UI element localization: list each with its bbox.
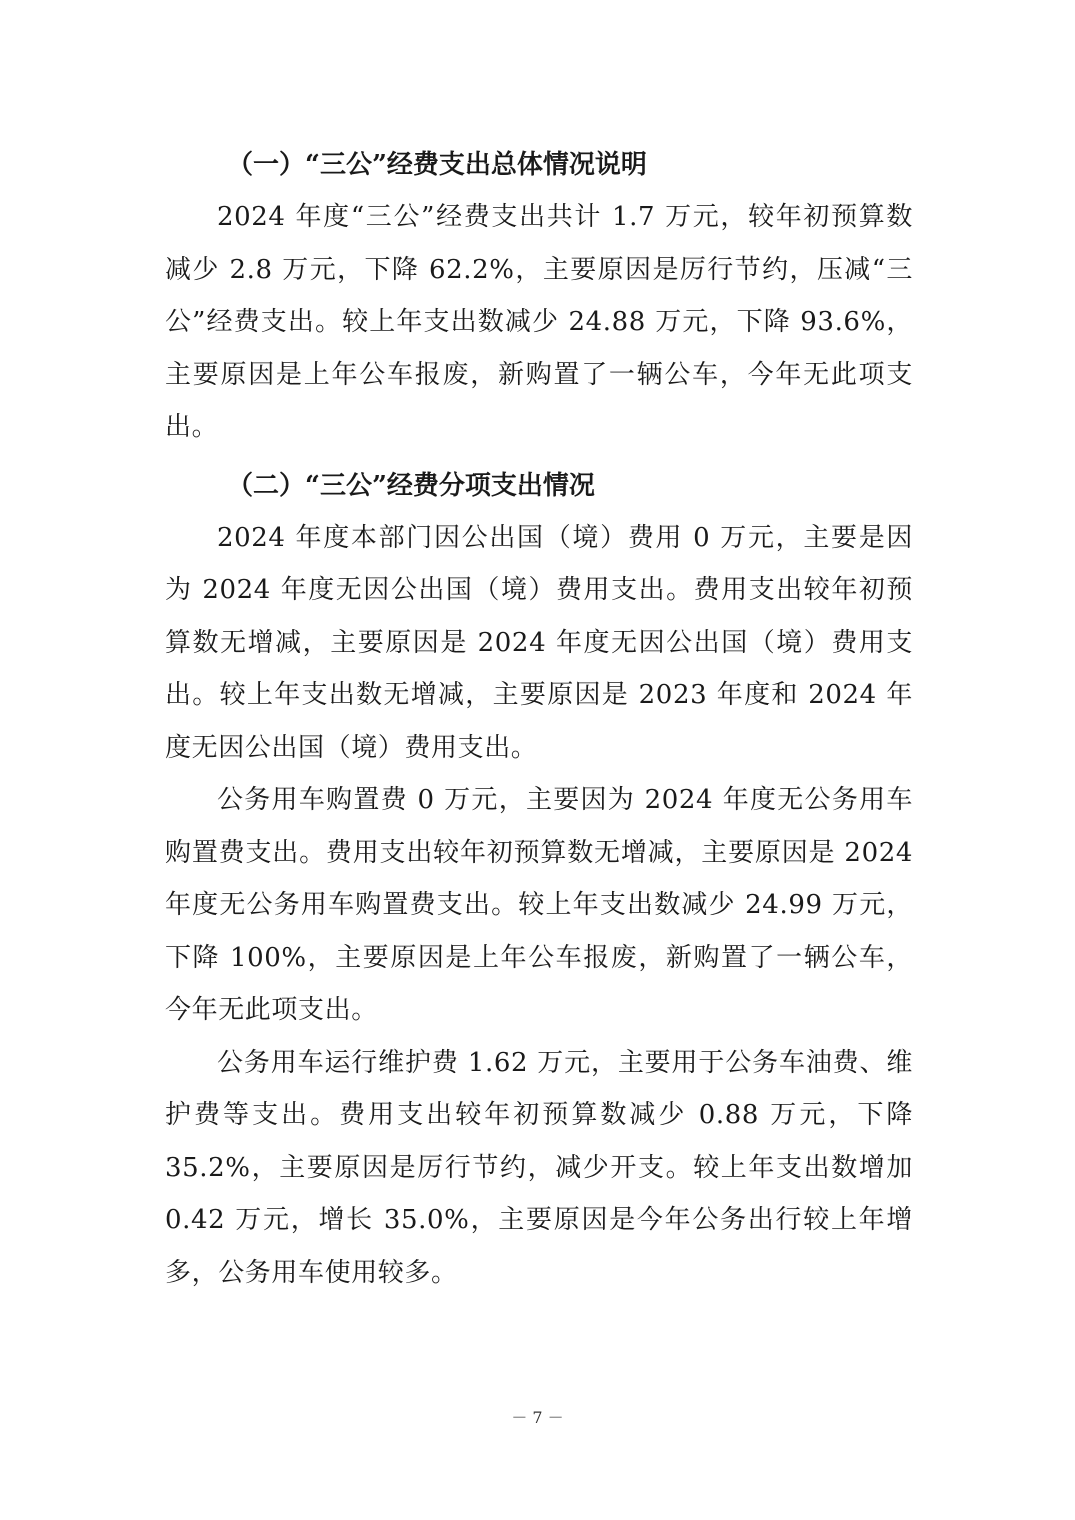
section-2-heading: （二）“三公”经费分项支出情况 [227, 470, 595, 501]
page-number: － 7 － [511, 1408, 564, 1427]
section-1-heading: （一）“三公”经费支出总体情况说明 [227, 150, 647, 180]
section-1-paragraph: 2024 年度“三公”经费支出共计 1.7 万元，较年初预算数减少 2.8 万元，下降 62.2%，主要原因是厉行节约，压减“三公”经费支出。较上年支出数减少 24.88 万元，下降 93.6%，主要原因是上年公车报废，新购置了一辆公车，今年无此项支出。 [165, 202, 913, 442]
section-2-paragraph-overseas: 2024 年度本部门因公出国（境）费用 0 万元，主要是因为 2024 年度无因公出国（境）费用支出。费用支出较年初预算数无增减，主要原因是 2024 年度无因公出国（境）费用支出。较上年支出数无增减，主要原因是 2023 年度和 2024 年度无因公出国（境）费用支出。 [165, 522, 913, 763]
section-2-paragraph-vehicle-maintenance: 公务用车运行维护费 1.62 万元，主要用于公务车油费、维护费等支出。费用支出较年初预算数减少 0.88 万元，下降 35.2%，主要原因是厉行节约，减少开支。较上年支出数增加 0.42 万元，增长 35.0%，主要原因是今年公务出行较上年增多，公务用车使用较多。 [165, 1047, 913, 1288]
section-2-paragraph-vehicle-purchase: 公务用车购置费 0 万元，主要因为 2024 年度无公务用车购置费支出。费用支出较年初预算数无增减，主要原因是 2024 年度无公务用车购置费支出。较上年支出数减少 24.99 万元，下降 100%，主要原因是上年公车报废，新购置了一辆公车，今年无此项支出。 [165, 785, 913, 1025]
page-content [165, 139, 913, 1299]
